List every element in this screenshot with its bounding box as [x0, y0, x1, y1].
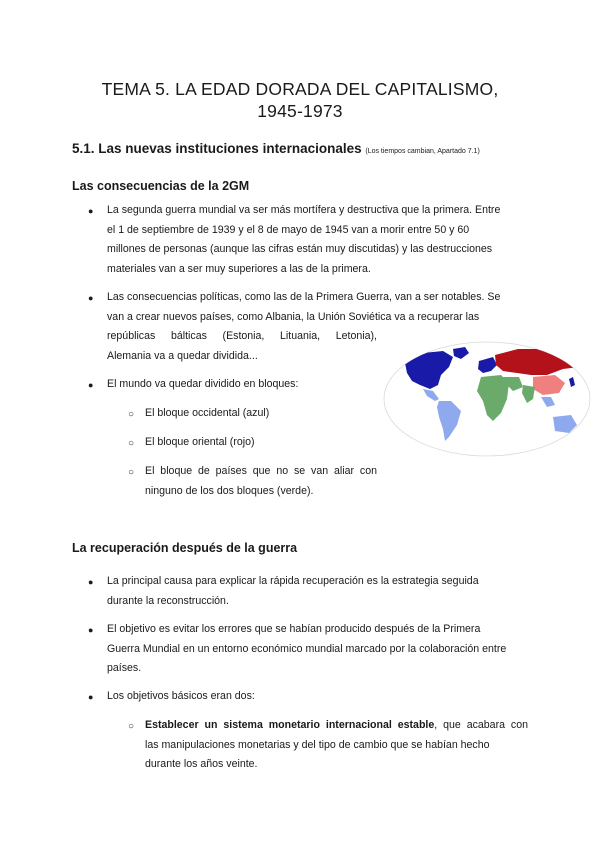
sub-item-monetary-system [145, 716, 528, 775]
section-heading [72, 141, 480, 156]
cold-war-world-map [383, 341, 591, 457]
text-line: las manipulaciones monetarias y del tipo de cambio que se habían hecho [145, 738, 490, 751]
text-line: La segunda guerra mundial va ser más mortífera y destructiva que la primera. Entre [107, 204, 501, 216]
page-title [0, 78, 600, 122]
subheading-consequences: Las consecuencias de la 2GM [72, 179, 250, 193]
text-line: materiales van a ser muy superiores a las de la primera. [107, 262, 371, 275]
text-line: La principal causa para explicar la rápida recuperación es la estrategia seguida [107, 575, 479, 587]
text-line: repúblicas bálticas (Estonia, Lituania, Letonia), [107, 330, 377, 342]
paragraph-objective [107, 620, 528, 679]
sub-item-western: El bloque occidental (azul) [145, 407, 270, 419]
sub-item-nonaligned [145, 462, 377, 501]
text-line: ninguno de los dos bloques (verde). [145, 484, 314, 497]
text-line: durante la reconstrucción. [107, 594, 229, 607]
region-new-zealand [581, 431, 585, 439]
circle-bullet-icon: ○ [128, 721, 135, 732]
bullet-icon: ● [88, 206, 94, 216]
section-heading-note: (Los tiempos cambian, Apartado 7.1) [365, 148, 480, 155]
section-heading-text: 5.1. Las nuevas instituciones internacionales [72, 141, 362, 156]
text-line: El objetivo es evitar los errores que se habían producido después de la Primera [107, 623, 481, 635]
text-rest: , que acabara con [434, 719, 528, 731]
bullet-icon: ● [88, 380, 94, 390]
circle-bullet-icon: ○ [128, 467, 135, 478]
bullet-icon: ● [88, 293, 94, 303]
text-line: Guerra Mundial en un entorno económico mundial marcado por la colaboración entre [107, 642, 507, 655]
text-line: Las consecuencias políticas, como las de la Primera Guerra, van a ser notables. Se [107, 291, 501, 303]
text-line: Alemania va a quedar dividida... [107, 349, 258, 362]
text-line: países. [107, 662, 142, 674]
text-line: durante los años veinte. [145, 758, 258, 770]
paragraph-casualties [107, 201, 528, 279]
text-line: El bloque de países que no se van aliar con [145, 465, 377, 477]
subheading-recovery: La recuperación después de la guerra [72, 541, 298, 555]
paragraph-basic-objectives: Los objetivos básicos eran dos: [107, 690, 255, 702]
circle-bullet-icon: ○ [128, 438, 135, 449]
title-line-2: 1945-1973 [257, 101, 343, 121]
text-line: millones de personas (aunque las cifras están muy discutidas) y las destrucciones [107, 243, 493, 255]
text-line [145, 716, 528, 736]
sub-item-eastern: El bloque oriental (rojo) [145, 436, 255, 448]
text-line: el 1 de septiembre de 1939 y el 8 de mayo de 1945 van a morir entre 50 y 60 [107, 223, 470, 236]
paragraph-blocks: El mundo va quedar dividido en bloques: [107, 378, 299, 390]
emphasis-monetary: Establecer un sistema monetario internacional estable [145, 719, 435, 731]
paragraph-recovery-cause [107, 572, 528, 611]
bullet-icon: ● [88, 577, 94, 587]
bullet-icon: ● [88, 692, 94, 702]
bullet-icon: ● [88, 625, 94, 635]
text-line: van a crear nuevos países, como Albania, la Unión Soviética va a recuperar las [107, 310, 480, 323]
circle-bullet-icon: ○ [128, 409, 135, 420]
title-line-1: TEMA 5. LA EDAD DORADA DEL CAPITALISMO, [101, 79, 499, 99]
